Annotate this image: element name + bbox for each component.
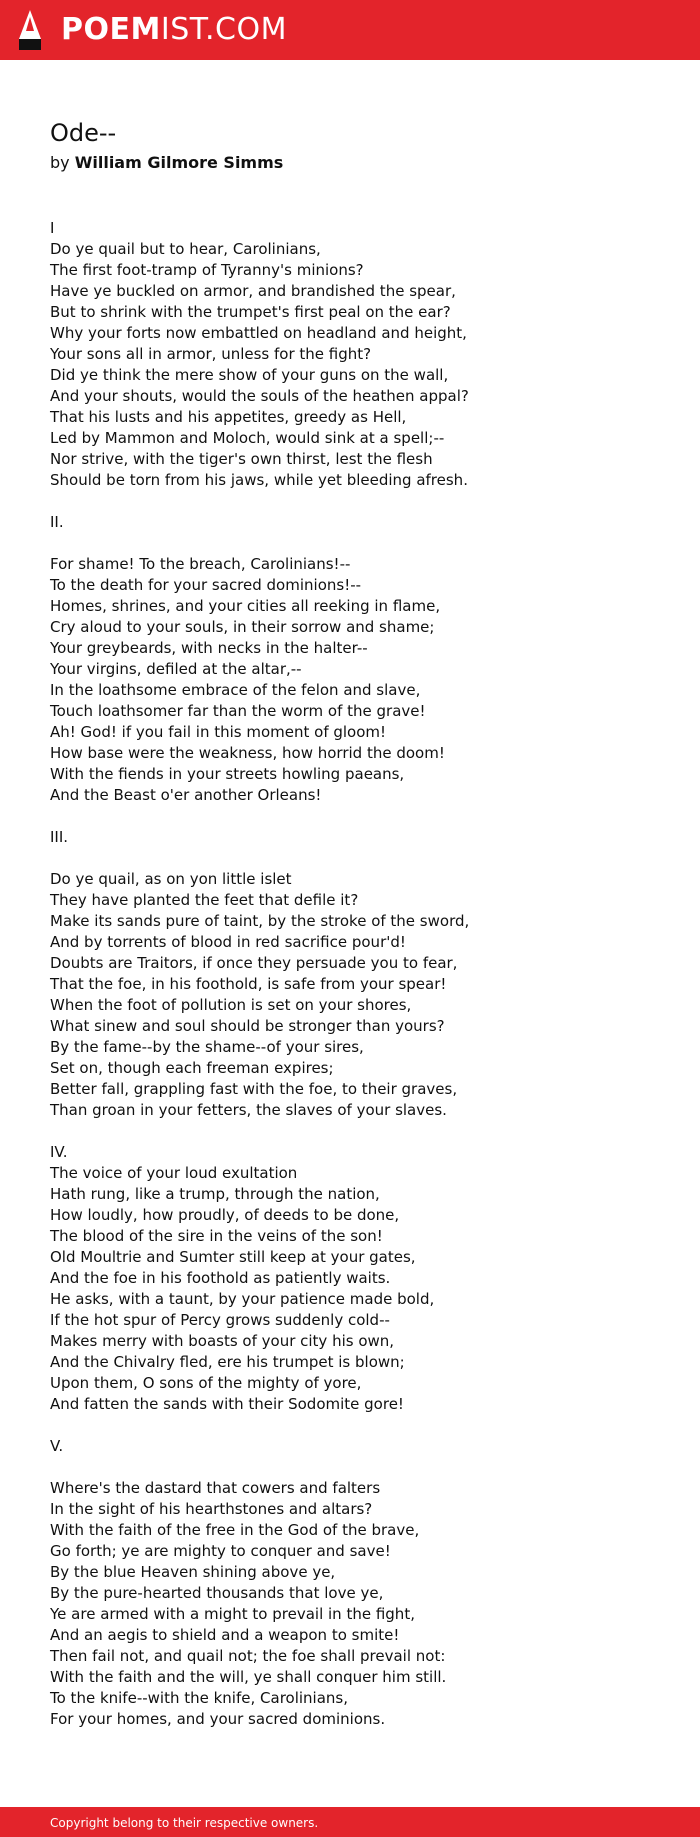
poem-line: In the loathsome embrace of the felon and slave,: [50, 681, 421, 699]
poem-line: Did ye think the mere show of your guns on the wall,: [50, 366, 449, 384]
poem-line: Makes merry with boasts of your city his own,: [50, 1332, 395, 1350]
stanza-break: [50, 491, 650, 512]
site-header: [0, 0, 700, 60]
poem-line: III.: [50, 828, 69, 846]
poem-line: Ye are armed with a might to prevail in the fight,: [50, 1605, 415, 1623]
poem-line: Doubts are Traitors, if once they persuade you to fear,: [50, 954, 458, 972]
copyright-notice: Copyright belong to their respective owners.: [50, 1816, 319, 1830]
poem-line: That his lusts and his appetites, greedy as Hell,: [50, 408, 407, 426]
poem-line: Better fall, grappling fast with the foe, to their graves,: [50, 1080, 458, 1098]
poem-line: How loudly, how proudly, of deeds to be done,: [50, 1206, 400, 1224]
poem-line: With the faith of the free in the God of the brave,: [50, 1521, 420, 1539]
poem-line: By the fame--by the shame--of your sires,: [50, 1038, 364, 1056]
poem-line: And an aegis to shield and a weapon to smite!: [50, 1626, 400, 1644]
poem-line: V.: [50, 1437, 64, 1455]
stanza-break: [50, 806, 650, 827]
poem-line: IV.: [50, 1143, 68, 1161]
poem-line: Cry aloud to your souls, in their sorrow and shame;: [50, 618, 435, 636]
poem-line: He asks, with a taunt, by your patience made bold,: [50, 1290, 435, 1308]
poem-line: Make its sands pure of taint, by the stroke of the sword,: [50, 912, 470, 930]
poem-line: What sinew and soul should be stronger than yours?: [50, 1017, 445, 1035]
poem-line: Set on, though each freeman expires;: [50, 1059, 334, 1077]
poem-line: And by torrents of blood in red sacrifice pour'd!: [50, 933, 406, 951]
poem-line: Than groan in your fetters, the slaves of your slaves.: [50, 1101, 447, 1119]
poem-line: Your greybeards, with necks in the halter--: [50, 639, 368, 657]
poem-line: Touch loathsomer far than the worm of the grave!: [50, 702, 426, 720]
poem-line: To the knife--with the knife, Carolinians,: [50, 1689, 348, 1707]
poem-line: Your virgins, defiled at the altar,--: [50, 660, 302, 678]
site-logo[interactable]: [61, 13, 287, 47]
poem-line: Homes, shrines, and your cities all reeking in flame,: [50, 597, 441, 615]
stanza-break: [50, 1121, 650, 1142]
site-footer: [0, 1807, 700, 1837]
poem-line: When the foot of pollution is set on your shores,: [50, 996, 412, 1014]
stanza-break: [50, 1457, 650, 1478]
poem-line: Have ye buckled on armor, and brandished the spear,: [50, 282, 456, 300]
poem-line: With the fiends in your streets howling paeans,: [50, 765, 405, 783]
poem-line: I: [50, 219, 55, 237]
stanza-break: [50, 1415, 650, 1436]
poem-line: Why your forts now embattled on headland and height,: [50, 324, 467, 342]
poem-line: Hath rung, like a trump, through the nation,: [50, 1185, 380, 1203]
poem-line: Do ye quail but to hear, Carolinians,: [50, 240, 321, 258]
poem-line: By the blue Heaven shining above ye,: [50, 1563, 336, 1581]
poem-line: Go forth; ye are mighty to conquer and save!: [50, 1542, 391, 1560]
poem-line: If the hot spur of Percy grows suddenly cold--: [50, 1311, 390, 1329]
poem-byline: [50, 152, 650, 174]
poem-author: William Gilmore Simms: [74, 153, 284, 172]
poem-line: Nor strive, with the tiger's own thirst, lest the flesh: [50, 450, 433, 468]
poem-line: How base were the weakness, how horrid the doom!: [50, 744, 445, 762]
poem-line: Ah! God! if you fail in this moment of gloom!: [50, 723, 387, 741]
poem-line: And your shouts, would the souls of the heathen appal?: [50, 387, 469, 405]
poem-header: [50, 118, 650, 174]
poem-body: [50, 218, 650, 1730]
poem-line: In the sight of his hearthstones and altars?: [50, 1500, 373, 1518]
logo-bold-text: POEM: [61, 12, 161, 47]
poem-line: To the death for your sacred dominions!--: [50, 576, 362, 594]
poem-line: And the foe in his foothold as patiently waits.: [50, 1269, 391, 1287]
poem-line: For shame! To the breach, Carolinians!--: [50, 555, 351, 573]
stanza-break: [50, 533, 650, 554]
poem-line: Then fail not, and quail not; the foe shall prevail not:: [50, 1647, 446, 1665]
poem-line: Upon them, O sons of the mighty of yore,: [50, 1374, 362, 1392]
pen-nib-logo-icon[interactable]: [18, 9, 42, 51]
poem-line: The first foot-tramp of Tyranny's minions?: [50, 261, 364, 279]
stanza-break: [50, 848, 650, 869]
poem-line: Do ye quail, as on yon little islet: [50, 870, 292, 888]
by-label: by: [50, 153, 70, 172]
poem-line: And fatten the sands with their Sodomite gore!: [50, 1395, 404, 1413]
poem-line: Where's the dastard that cowers and falters: [50, 1479, 381, 1497]
poem-line: For your homes, and your sacred dominions.: [50, 1710, 386, 1728]
poem-line: The voice of your loud exultation: [50, 1164, 298, 1182]
logo-light-text: IST.COM: [160, 12, 287, 47]
poem-line: They have planted the feet that defile it?: [50, 891, 359, 909]
poem-line: With the faith and the will, ye shall conquer him still.: [50, 1668, 447, 1686]
poem-line: Should be torn from his jaws, while yet bleeding afresh.: [50, 471, 468, 489]
poem-line: II.: [50, 513, 64, 531]
poem-line: By the pure-hearted thousands that love ye,: [50, 1584, 384, 1602]
poem-line: That the foe, in his foothold, is safe from your spear!: [50, 975, 447, 993]
poem-title: Ode--: [50, 119, 117, 147]
poem-line: But to shrink with the trumpet's first peal on the ear?: [50, 303, 451, 321]
poem-line: And the Chivalry fled, ere his trumpet is blown;: [50, 1353, 405, 1371]
poem-line: The blood of the sire in the veins of the son!: [50, 1227, 383, 1245]
poem-line: Your sons all in armor, unless for the fight?: [50, 345, 372, 363]
poem-line: And the Beast o'er another Orleans!: [50, 786, 322, 804]
poem-line: Old Moultrie and Sumter still keep at your gates,: [50, 1248, 416, 1266]
poem-line: Led by Mammon and Moloch, would sink at a spell;--: [50, 429, 445, 447]
